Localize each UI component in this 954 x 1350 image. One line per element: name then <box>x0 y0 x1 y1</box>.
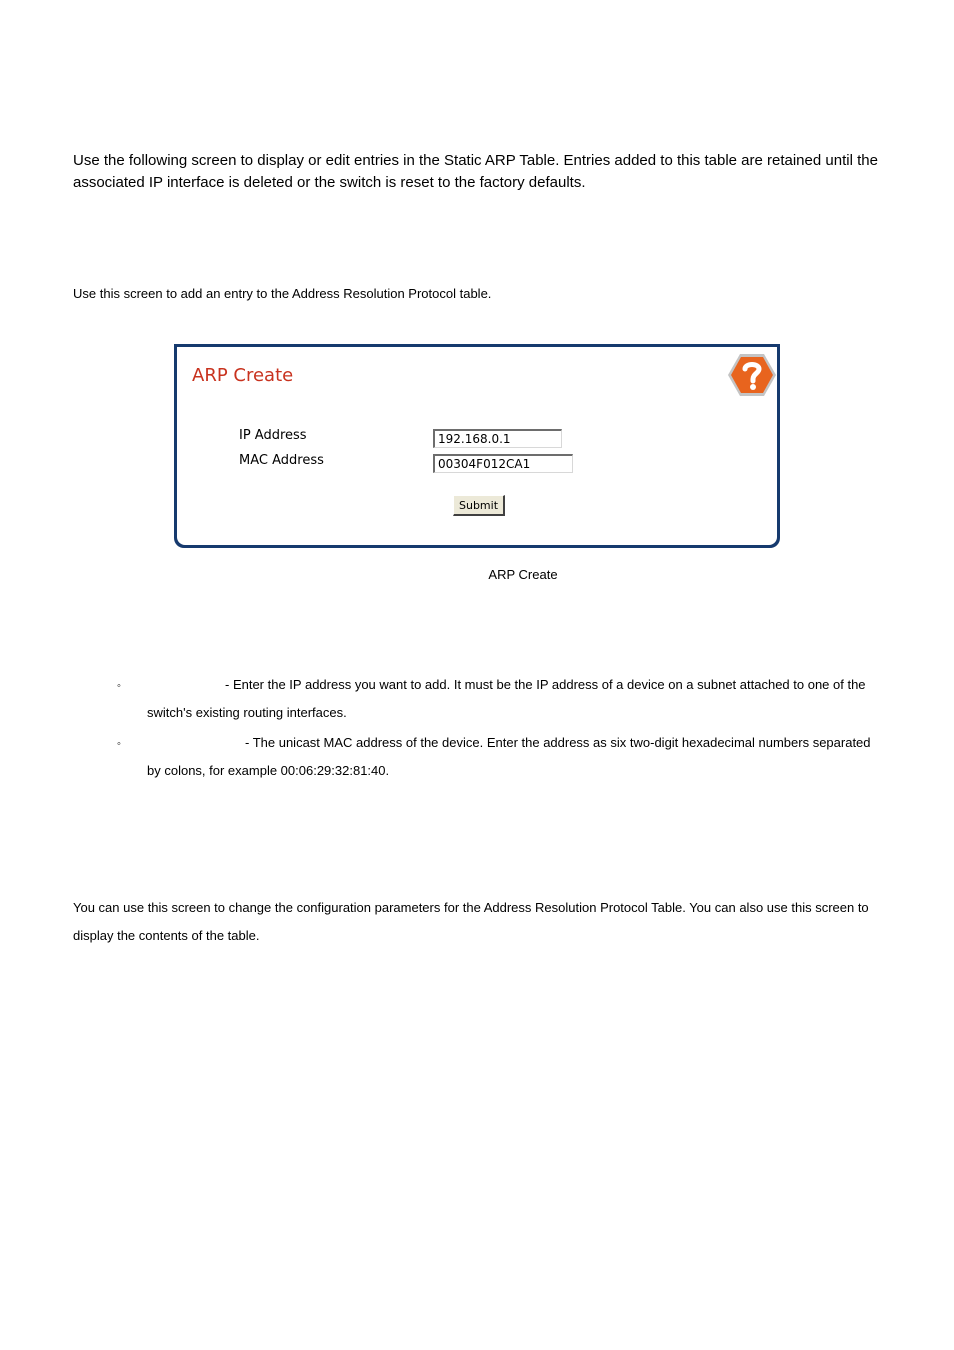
arp-create-screenshot <box>174 344 780 548</box>
arp-create-form <box>177 347 777 545</box>
bullet-marker: ◦ <box>117 738 121 750</box>
ip-address-label: IP Address <box>239 428 307 443</box>
figure-caption: ARP Create <box>488 567 558 582</box>
question-mark-hexagon-icon[interactable] <box>726 352 778 398</box>
mac-address-label: MAC Address <box>239 453 324 468</box>
bullet-marker: ◦ <box>117 680 121 692</box>
ip-address-description <box>147 671 882 727</box>
ip-address-input[interactable] <box>433 429 562 448</box>
mac-address-input[interactable] <box>433 454 573 473</box>
ip-address-description-text: - Enter the IP address you want to add. It must be the IP address of a device on a subnet attached to one of the switch's existing routing interfaces. <box>147 677 866 720</box>
add-entry-intro-paragraph: Use this screen to add an entry to the Address Resolution Protocol table. <box>73 286 492 301</box>
panel-title: ARP Create <box>192 365 294 386</box>
submit-button[interactable]: Submit <box>453 495 505 516</box>
mac-address-description-text: - The unicast MAC address of the device. Enter the address as six two-digit hexadecimal numbers separated by colons, for example 00:06:29:32:81:40. <box>147 735 871 778</box>
mac-address-description <box>147 729 882 785</box>
configuration-intro-paragraph: You can use this screen to change the configuration parameters for the Address Resolution Protocol Table. You can also use this screen to display the contents of the table. <box>73 900 869 943</box>
intro-paragraph: Use the following screen to display or edit entries in the Static ARP Table. Entries added to this table are retained until the associated IP interface is deleted or the switch is reset to the factory defaults. <box>73 152 878 191</box>
